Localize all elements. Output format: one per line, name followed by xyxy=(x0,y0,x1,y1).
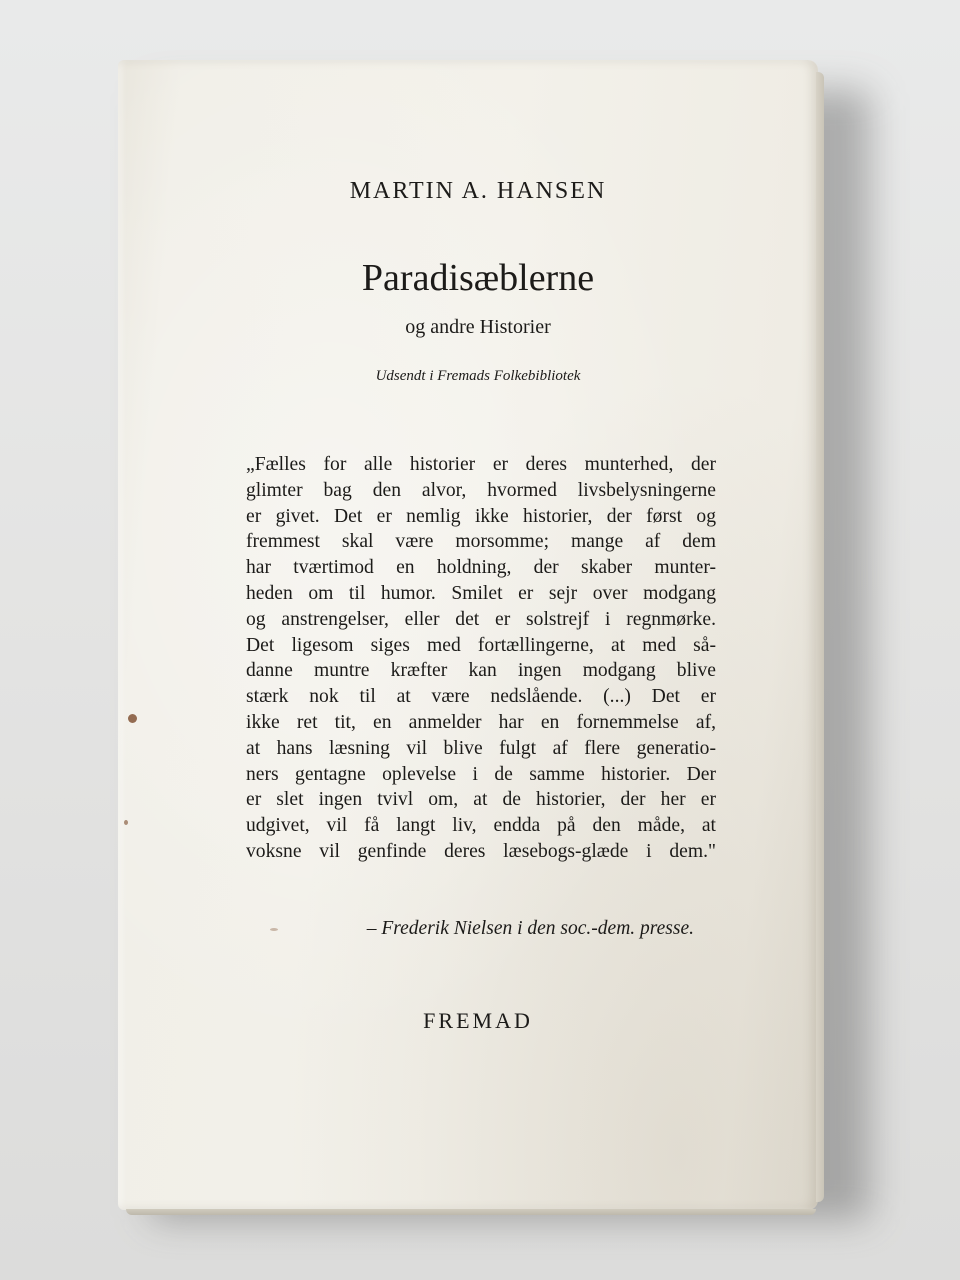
quote-line: glimter bag den alvor, hvormed livsbelysningerne xyxy=(246,479,716,501)
quote-line: at hans læsning vil blive fulgt af flere generatio- xyxy=(246,737,716,759)
quote-line: danne muntre kræfter kan ingen modgang blive xyxy=(246,660,716,682)
review-quote xyxy=(246,452,716,865)
quote-line: ikke ret tit, en anmelder har en fornemmelse af, xyxy=(246,711,716,733)
quote-line: heden om til humor. Smilet er sejr over modgang xyxy=(246,582,716,604)
book-back-cover xyxy=(118,60,818,1210)
book-subtitle: og andre Historier xyxy=(405,316,551,338)
publisher-name: FREMAD xyxy=(423,1008,533,1033)
series-note: Udsendt i Fremads Folkebibliotek xyxy=(375,368,581,384)
quote-line: Det ligesom siges med fortællingerne, at med så- xyxy=(246,634,716,656)
quote-line: fremmest skal være morsomme; mange af dem xyxy=(246,531,716,553)
quote-attribution: – Frederik Nielsen i den soc.-dem. presse. xyxy=(366,918,694,939)
author-name: MARTIN A. HANSEN xyxy=(349,178,607,204)
quote-line: udgivet, vil få langt liv, endda på den måde, at xyxy=(246,815,716,837)
quote-line: har tværtimod en holdning, der skaber munter- xyxy=(246,557,716,579)
book-title: Paradisæblerne xyxy=(361,257,595,299)
quote-line: ners gentagne oplevelse i de samme historier. Der xyxy=(246,763,716,785)
cover-content xyxy=(118,60,818,1210)
quote-line: voksne vil genfinde deres læsebogs-glæde i dem." xyxy=(246,840,716,862)
quote-line: er slet ingen tvivl om, at de historier, der her er xyxy=(246,789,716,811)
quote-line: „Fælles for alle historier er deres munterhed, der xyxy=(246,454,716,475)
quote-line: er givet. Det er nemlig ikke historier, der først og xyxy=(246,505,716,527)
quote-line: og anstrengelser, eller det er solstrejf i regnmørke. xyxy=(246,608,716,630)
quote-line: stærk nok til at være nedslående. (...) Det er xyxy=(246,686,716,708)
